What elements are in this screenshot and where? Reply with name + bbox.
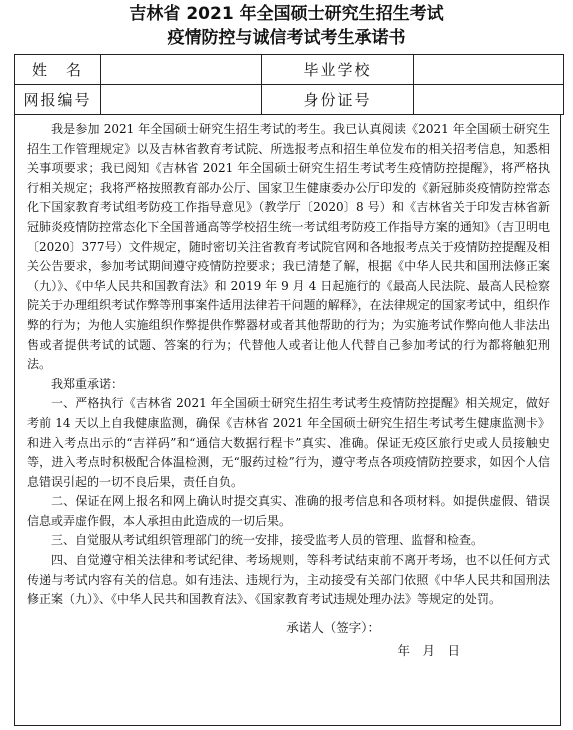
pledge-item-1: 一、严格执行《吉林省 2021 年全国硕士研究生招生考试考生疫情防控提醒》相关规定，做好考前 14 天以上自我健康监测，确保《吉林省 2021 年全国硕士研究生招生考试考生健康监测卡》和进入考点出示的“吉祥码”和“通信大数据行程卡”真实、准确。保证无疫区旅行史或人员接触史等，进入考点时积极配合体温检测，无“服药过检”行为，遵守考点各项疫情防控要求，如因个人信息错误引起的一切不良后果，责任自负。 xyxy=(27,396,550,489)
intro-paragraph: 我是参加 2021 年全国硕士研究生招生考试的考生。我已认真阅读《2021 年全国硕士研究生招生工作管理规定》以及吉林省教育考试院、所选报考点和招生单位发布的相关招考信息，知悉相关事项要求；我已阅知《吉林省 2021 年全国硕士研究生招生考试考生疫情防控提醒》，将严格执行相关规定；我将严格按照教育部办公厅、国家卫生健康委办公厅印发的《新冠肺炎疫情防控常态化下国家教育考试组考防疫工作指导意见》（教学厅〔2020〕8 号）和《吉林省关于印发吉林省新冠肺炎疫情防控常态化下全国普通高等学校招生统一考试组考防疫工作指导方案的通知》（吉卫明电〔2020〕377号）文件规定，随时密切关注省教育考试院官网和各地报考点关于疫情防控提醒及相关公告要求，参加考试期间遵守疫情防控要求；我已清楚了解，根据《中华人民共和国刑法修正案（九）》、《中华人民共和国教育法》和 2019 年 9 月 4 日起施行的《最高人民法院、最高人民检察院关于办理组织考试作弊等刑事案件适用法律若干问题的解释》，在法律规定的国家考试中，组织作弊的行为；为他人实施组织作弊提供作弊器材或者其他帮助的行为；为实施考试作弊向他人非法出售或者提供考试的试题、答案的行为；代替他人或者让他人代替自己参加考试的行为都将触犯刑法。 xyxy=(27,122,550,372)
reg-number-label: 网报编号 xyxy=(15,85,101,115)
date-label: 年 月 日 xyxy=(397,643,460,659)
info-row-1 xyxy=(15,55,564,85)
reg-number-field[interactable] xyxy=(101,85,262,115)
title-line-2: 疫情防控与诚信考试考生承诺书 xyxy=(167,28,406,48)
school-label: 毕业学校 xyxy=(262,55,414,85)
signature-label: 承诺人（签字）： xyxy=(286,619,380,635)
info-row-2 xyxy=(15,85,564,115)
pledge-heading: 我郑重承诺： xyxy=(51,376,124,391)
id-number-field[interactable] xyxy=(414,85,564,115)
pledge-item-3: 三、自觉服从考试组织管理部门的统一安排，接受监考人员的管理、监督和检查。 xyxy=(51,533,484,548)
applicant-info-table xyxy=(14,54,564,115)
commitment-text-box xyxy=(14,114,561,726)
pledge-item-4: 四、自觉遵守相关法律和考试纪律、考场规则，等科考试结束前不离开考场，也不以任何方式传递与考试内容有关的信息。如有违法、违规行为，主动接受有关部门依照《中华人民共和国刑法修正案（九）》、《中华人民共和国教育法》、《国家教育考试违规处理办法》等规定的处罚。 xyxy=(27,553,550,607)
title-line-1: 吉林省 2021 年全国硕士研究生招生考试 xyxy=(129,4,444,24)
name-label: 姓 名 xyxy=(15,55,101,85)
name-field[interactable] xyxy=(101,55,262,85)
school-field[interactable] xyxy=(414,55,564,85)
pledge-item-2: 二、保证在网上报名和网上确认时提交真实、准确的报考信息和各项材料。如提供虚假、错误信息或弄虚作假，本人承担由此造成的一切后果。 xyxy=(27,494,550,528)
signature-line[interactable] xyxy=(27,618,550,638)
date-line[interactable] xyxy=(27,641,550,661)
id-number-label: 身份证号 xyxy=(262,85,414,115)
document-title xyxy=(0,0,573,50)
